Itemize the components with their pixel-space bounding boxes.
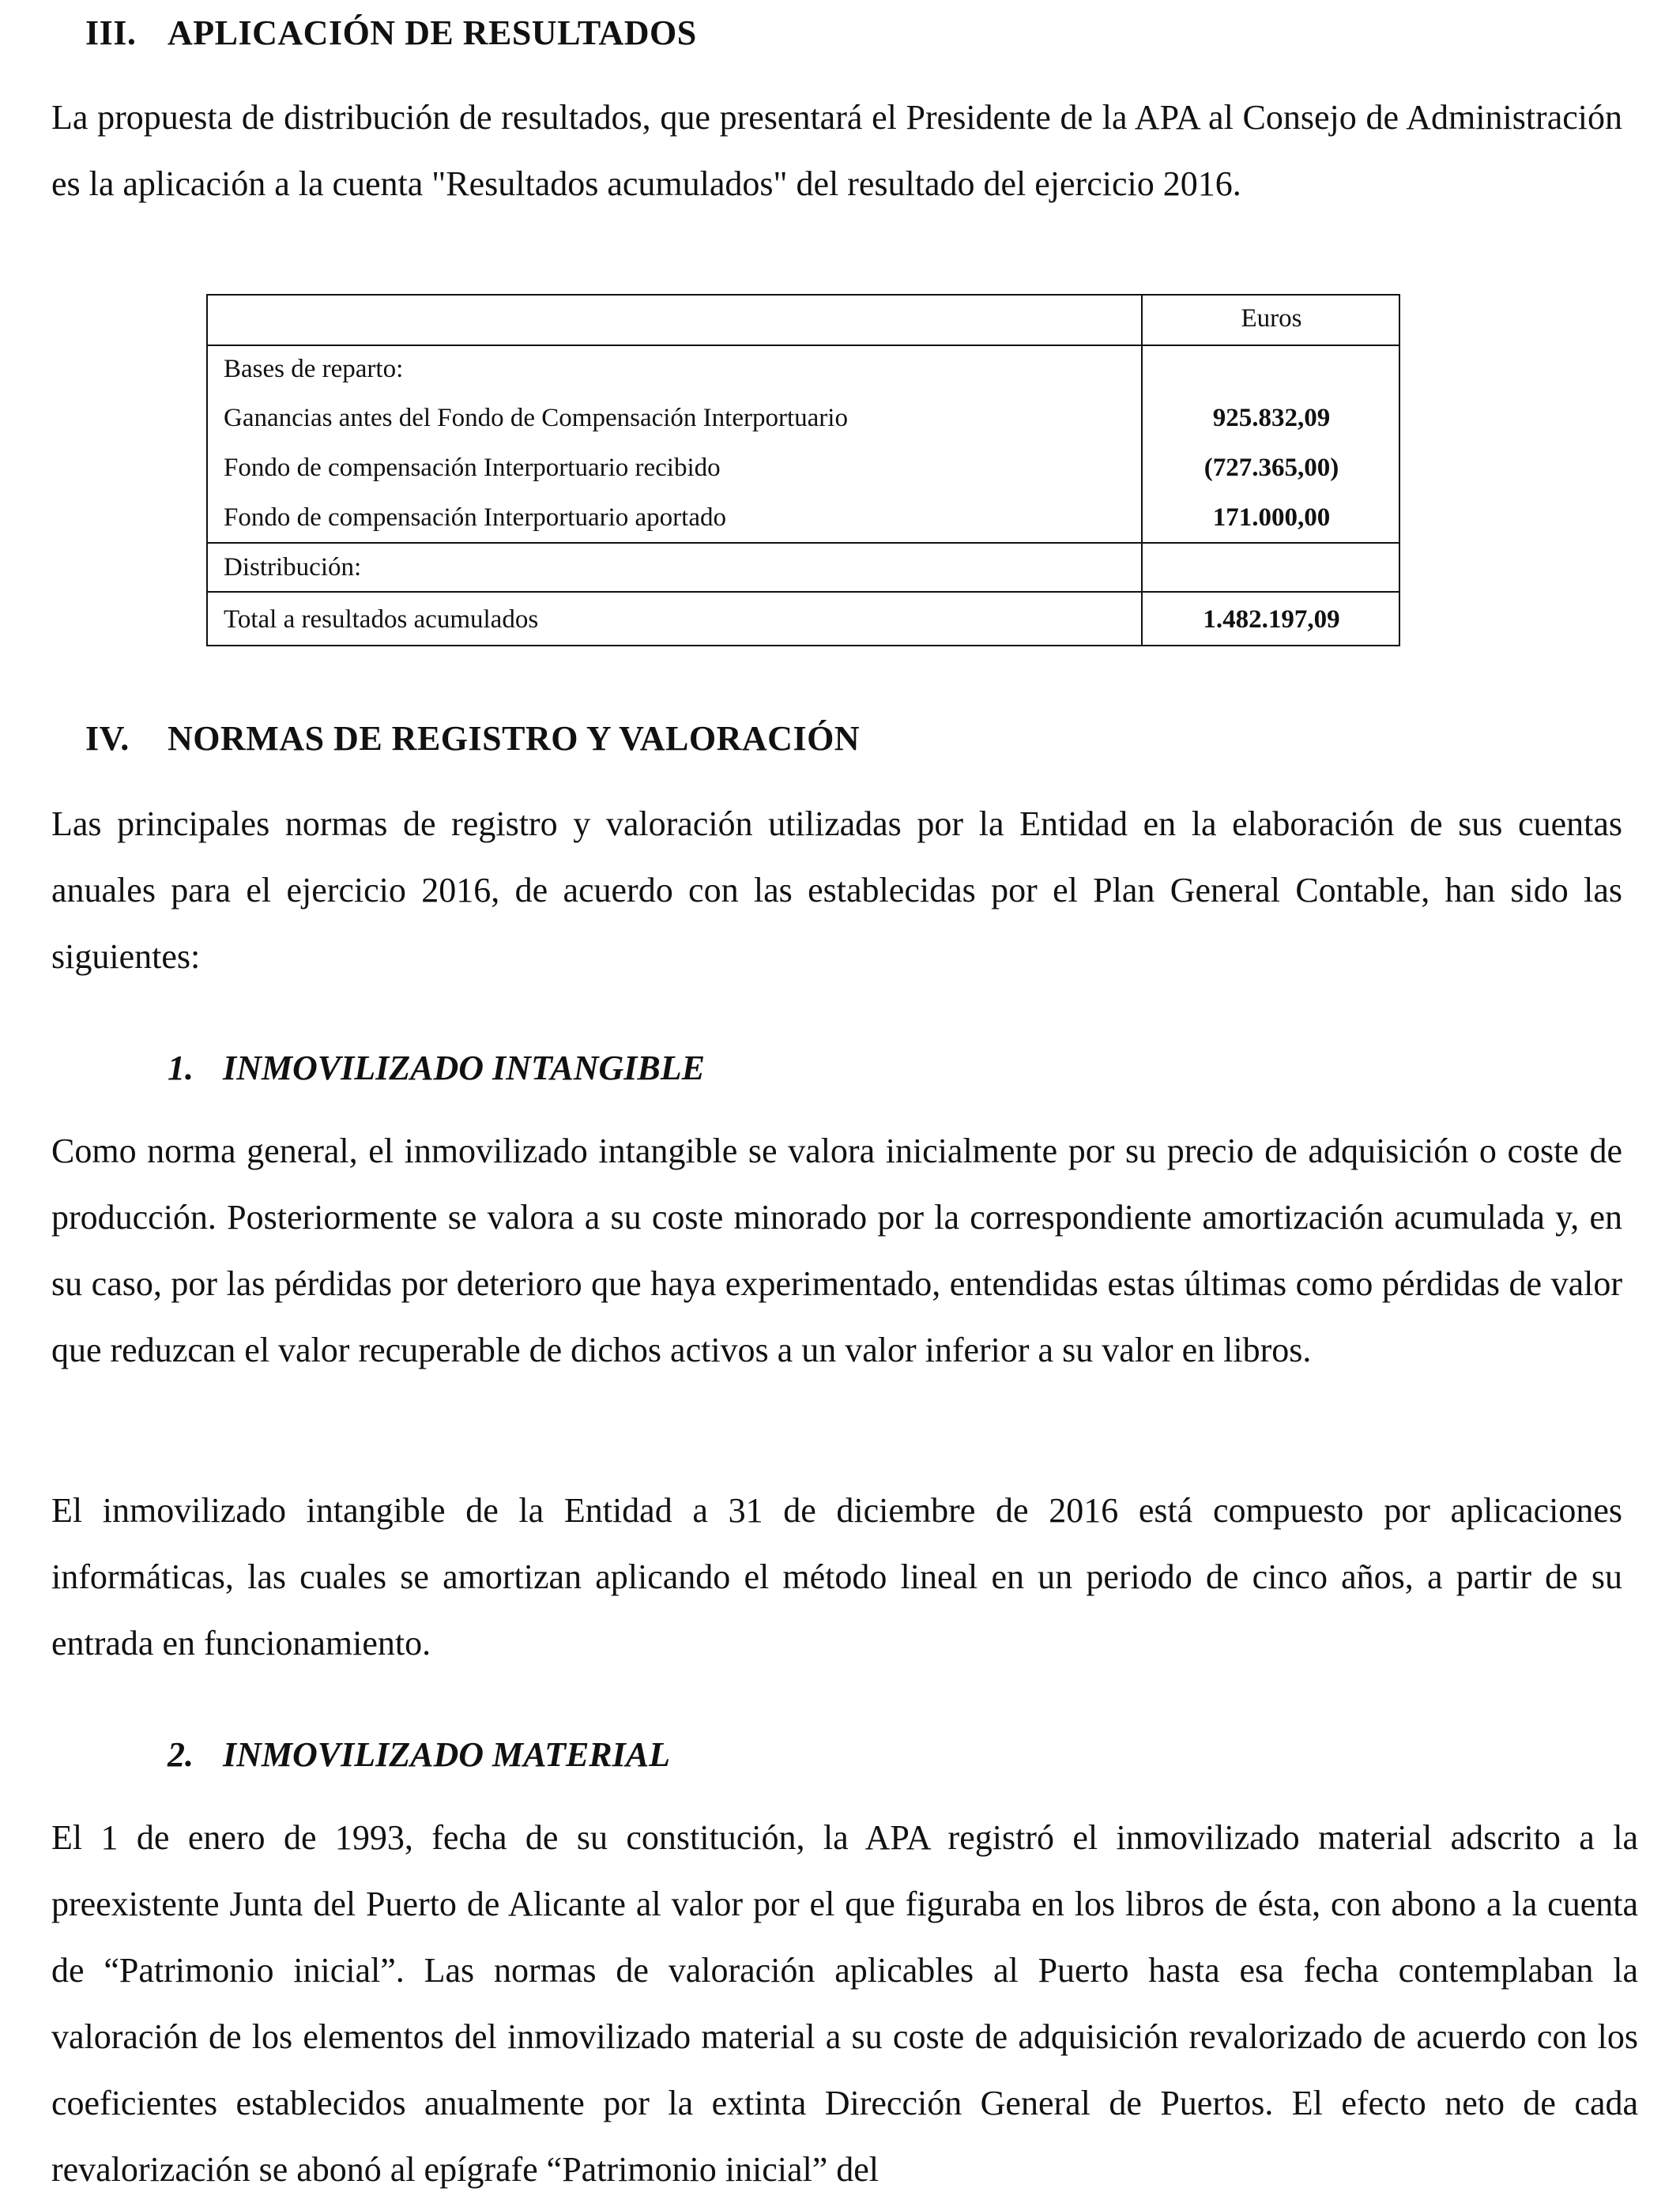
row-value: 925.832,09 [1212, 403, 1331, 432]
bases-label: Bases de reparto: [206, 345, 1142, 394]
distribution-label: Distribución: [206, 543, 1142, 593]
row-label: Ganancias antes del Fondo de Compensación Interportuario [206, 393, 1142, 444]
table-row [206, 493, 1400, 543]
section-iv-title: NORMAS DE REGISTRO Y VALORACIÓN [168, 719, 861, 758]
subsection-2-paragraph: El 1 de enero de 1993, fecha de su constitución, la APA registró el inmovilizado material adscrito a la preexistente Junta del Puerto de Alicante al valor por el que figuraba en los libros de ésta, con abono a la cuenta de “Patrimonio inicial”. Las normas de valoración aplicables al Puerto hasta esa fecha contemplaban la valoración de los elementos del inmovilizado material a su coste de adquisición revalorizado de acuerdo con los coeficientes establecidos anualmente por la extinta Dirección General de Puertos. El efecto neto de cada revalorización se abonó al epígrafe “Patrimonio inicial” del [51, 1818, 1638, 2189]
table-row [206, 393, 1400, 444]
row-value: (727.365,00) [1203, 454, 1339, 483]
table-header-blank [206, 294, 1142, 345]
section-iv-paragraph: Las principales normas de registro y valoración utilizadas por la Entidad en la elaboración de sus cuentas anuales para el ejercicio 2016, de acuerdo con las establecidas por el Plan General Contable, han sido las siguientes: [51, 804, 1622, 976]
subsection-1-number: 1. [168, 1049, 194, 1087]
table-row [206, 543, 1400, 593]
table-row [206, 592, 1400, 646]
row-label: Fondo de compensación Interportuario aportado [206, 493, 1142, 543]
subsection-2-heading [168, 1734, 670, 1775]
total-label: Total a resultados acumulados [206, 592, 1142, 646]
section-iii-paragraph: La propuesta de distribución de resultados, que presentará el Presidente de la APA al Consejo de Administración es la aplicación a la cuenta "Resultados acumulados" del resultado del ejercicio 2016. [51, 98, 1622, 203]
subsection-2-number: 2. [168, 1735, 194, 1774]
row-value: 171.000,00 [1212, 503, 1331, 532]
subsection-1-paragraph-2: El inmovilizado intangible de la Entidad a 31 de diciembre de 2016 está compuesto por aplicaciones informáticas, las cuales se amortizan aplicando el método lineal en un periodo de cinco años, a partir de su entrada en funcionamiento. [51, 1491, 1622, 1663]
section-iv-number: IV. [85, 719, 130, 758]
table-row [206, 345, 1400, 394]
section-iv-heading [85, 718, 860, 759]
table-row [206, 444, 1400, 494]
section-iii-heading [85, 13, 697, 53]
section-iii-title: APLICACIÓN DE RESULTADOS [168, 13, 697, 52]
total-value: 1.482.197,09 [1142, 592, 1400, 646]
table-header-euros: Euros [1142, 294, 1400, 345]
results-distribution-table [206, 294, 1400, 646]
subsection-1-title: INMOVILIZADO INTANGIBLE [223, 1049, 705, 1087]
subsection-1-heading [168, 1048, 705, 1088]
subsection-1-paragraph-1: Como norma general, el inmovilizado intangible se valora inicialmente por su precio de adquisición o coste de producción. Posteriormente se valora a su coste minorado por la correspondiente amortización acumulada y, en su caso, por las pérdidas por deterioro que haya experimentado, entendidas estas últimas como pérdidas de valor que reduzcan el valor recuperable de dichos activos a un valor inferior a su valor en libros. [51, 1132, 1622, 1369]
row-label: Fondo de compensación Interportuario recibido [206, 444, 1142, 494]
subsection-2-title: INMOVILIZADO MATERIAL [223, 1735, 671, 1774]
section-iii-number: III. [85, 13, 137, 52]
